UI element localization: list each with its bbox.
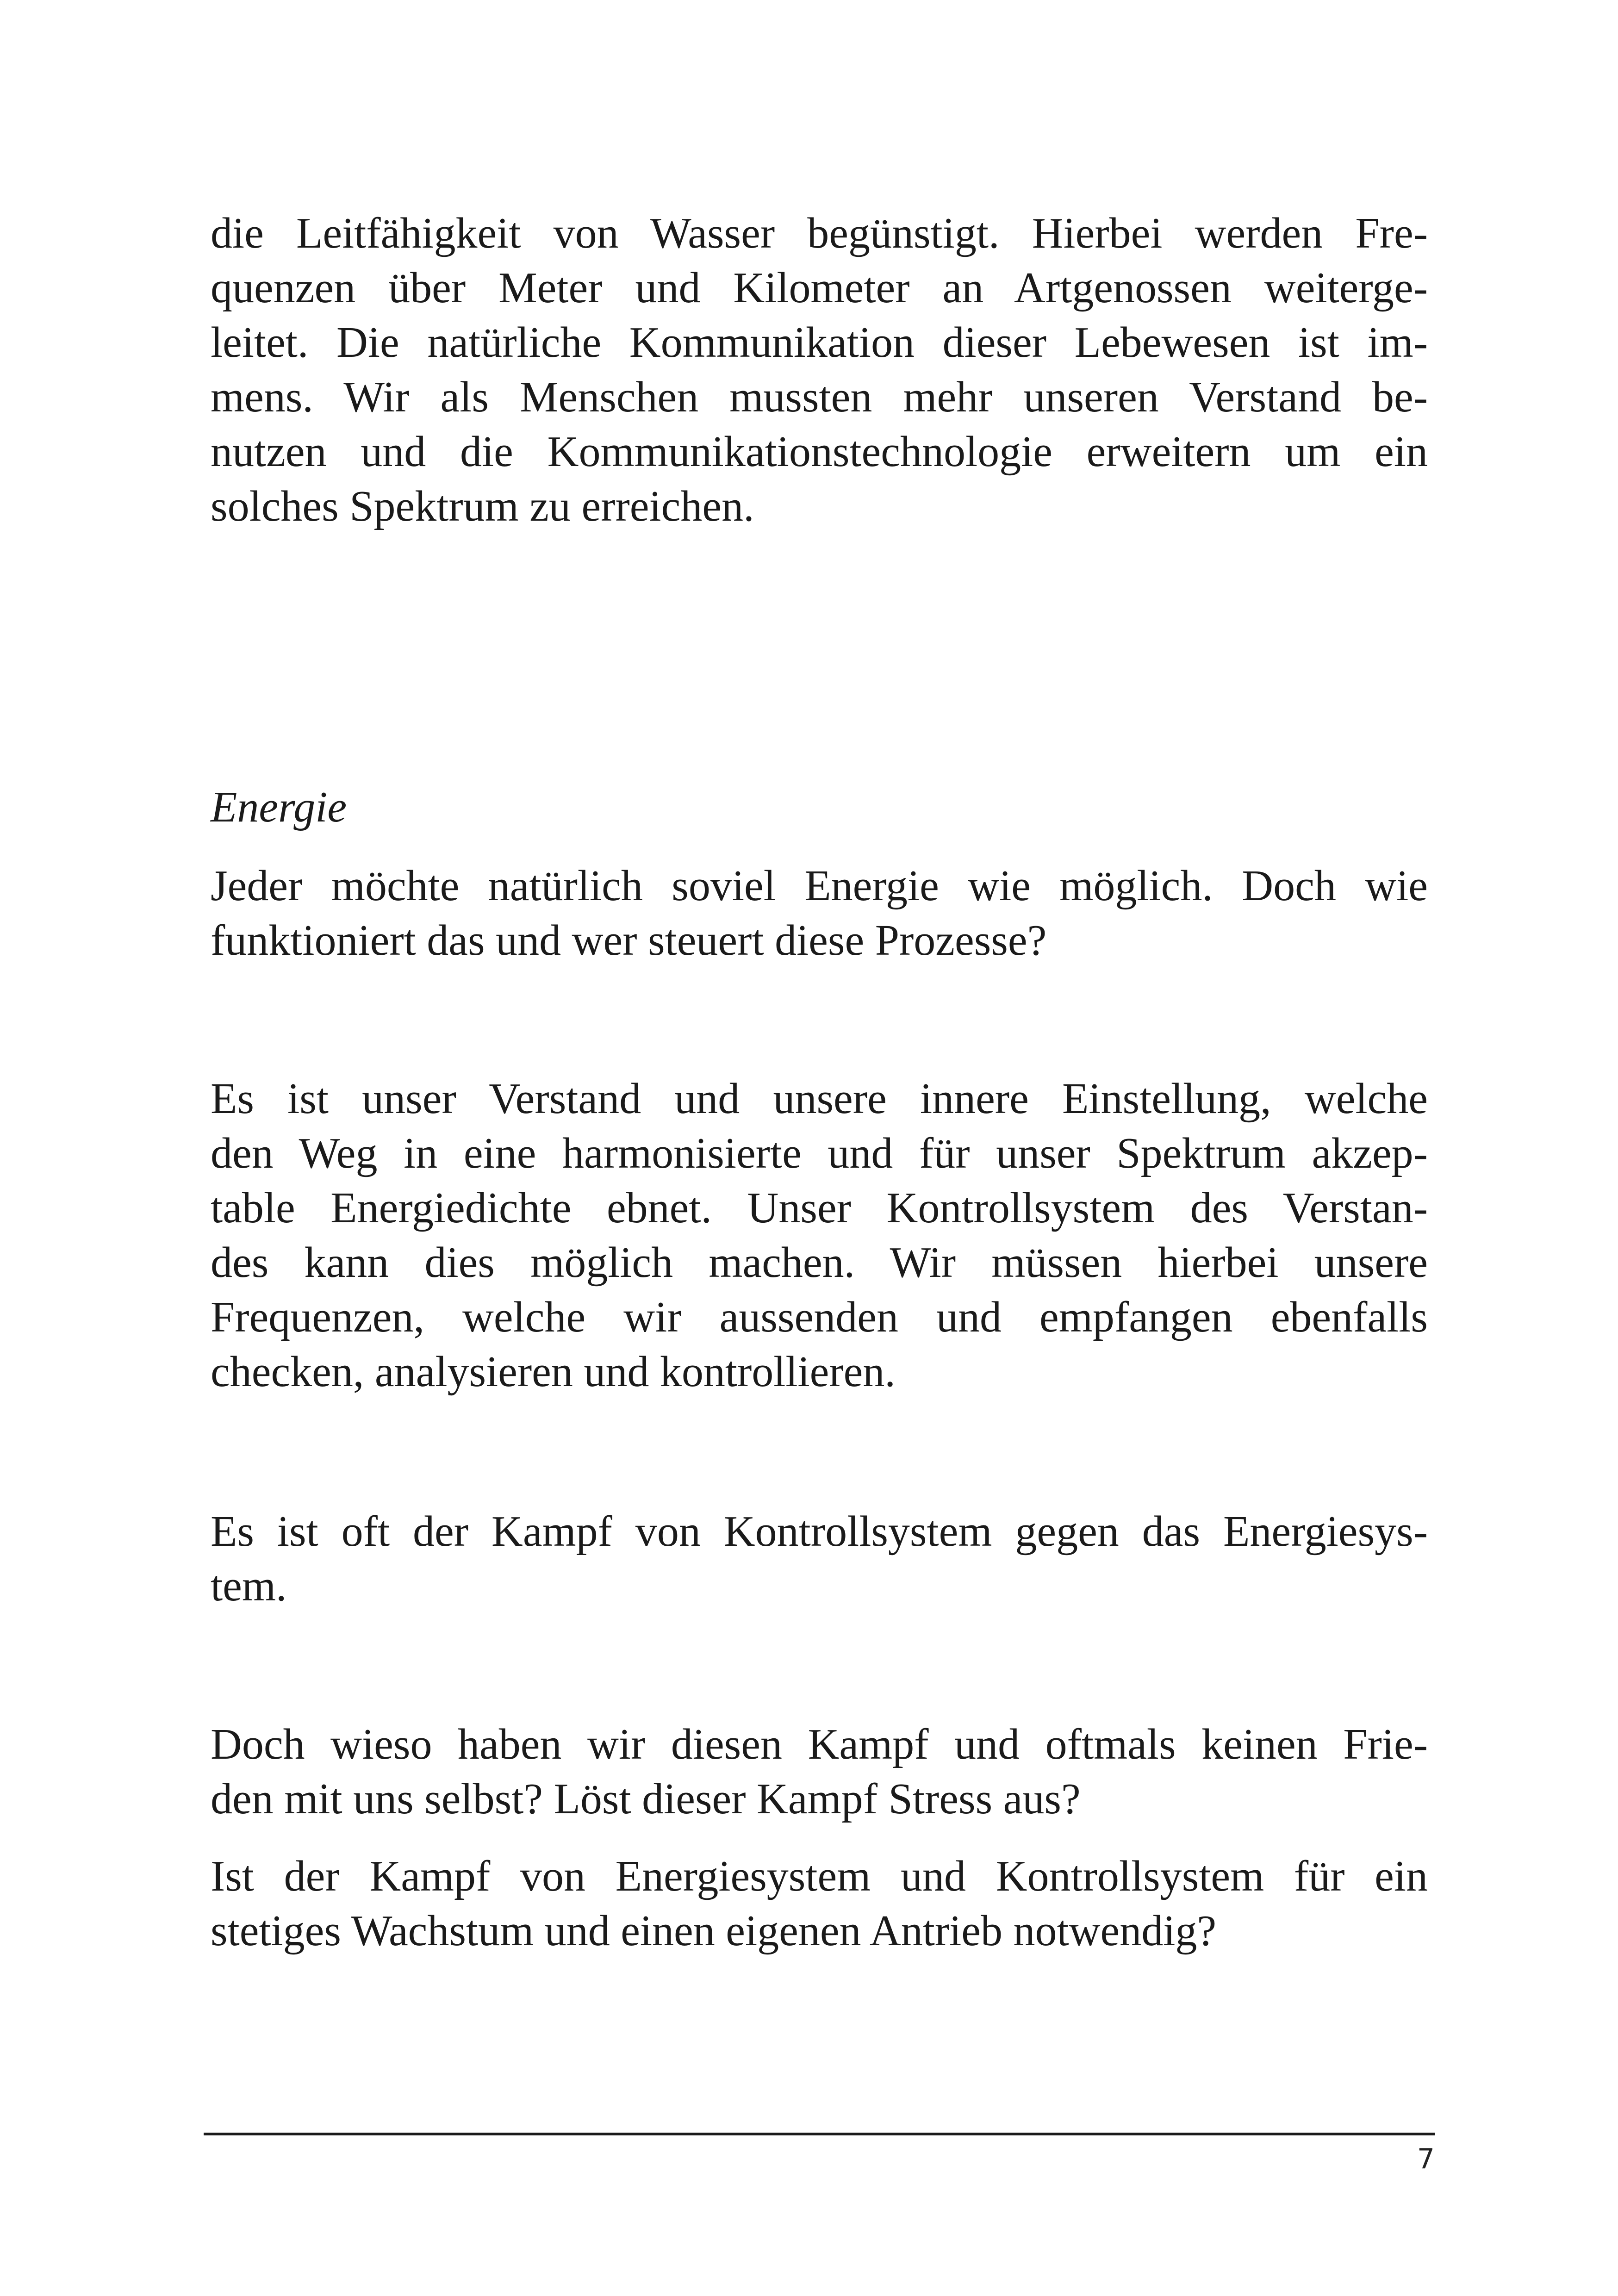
text-line: checken, analysieren und kontrollieren.	[211, 1348, 896, 1396]
text-line: tem.	[211, 1562, 287, 1610]
text-line: Jeder möchte natürlich soviel Energie wie möglich. Doch wie	[211, 862, 1428, 910]
text-line: Es ist oft der Kampf von Kontrollsystem gegen das Energiesys-	[211, 1507, 1428, 1556]
text-line: Doch wieso haben wir diesen Kampf und oftmals keinen Frie-	[211, 1720, 1428, 1768]
paragraph-energy-question	[211, 859, 1428, 968]
paragraph-control-system	[211, 1071, 1428, 1399]
text-line: den Weg in eine harmonisierte und für unser Spektrum akzep-	[211, 1129, 1428, 1177]
footer-divider	[204, 2133, 1435, 2135]
text-line: Ist der Kampf von Energiesystem und Kontrollsystem für ein	[211, 1852, 1428, 1900]
text-line: den mit uns selbst? Löst dieser Kampf Stress aus?	[211, 1775, 1081, 1823]
text-line: funktioniert das und wer steuert diese Prozesse?	[211, 916, 1047, 964]
text-line: leitet. Die natürliche Kommunikation dieser Lebewesen ist im-	[211, 318, 1428, 367]
paragraph-water-communication	[211, 206, 1428, 534]
text-line: stetiges Wachstum und einen eigenen Antrieb notwendig?	[211, 1907, 1217, 1955]
text-line: des kann dies möglich machen. Wir müssen hierbei unsere	[211, 1238, 1428, 1287]
text-line: quenzen über Meter und Kilometer an Artgenossen weiterge-	[211, 264, 1428, 312]
text-line: die Leitfähigkeit von Wasser begünstigt. Hierbei werden Fre-	[211, 209, 1428, 257]
text-line: Es ist unser Verstand und unsere innere Einstellung, welche	[211, 1075, 1428, 1123]
paragraph-peace-question	[211, 1717, 1428, 1826]
text-line: mens. Wir als Menschen mussten mehr unseren Verstand be-	[211, 373, 1428, 421]
text-line: solches Spektrum zu erreichen.	[211, 482, 754, 530]
page-number: 7	[1417, 2143, 1435, 2175]
section-heading-energie: Energie	[211, 783, 347, 831]
text-line: Frequenzen, welche wir aussenden und empfangen ebenfalls	[211, 1293, 1428, 1341]
text-line: table Energiedichte ebnet. Unser Kontrollsystem des Verstan-	[211, 1184, 1428, 1232]
text-line: nutzen und die Kommunikationstechnologie erweitern um ein	[211, 428, 1428, 476]
paragraph-growth-question	[211, 1849, 1428, 1958]
paragraph-struggle	[211, 1504, 1428, 1613]
